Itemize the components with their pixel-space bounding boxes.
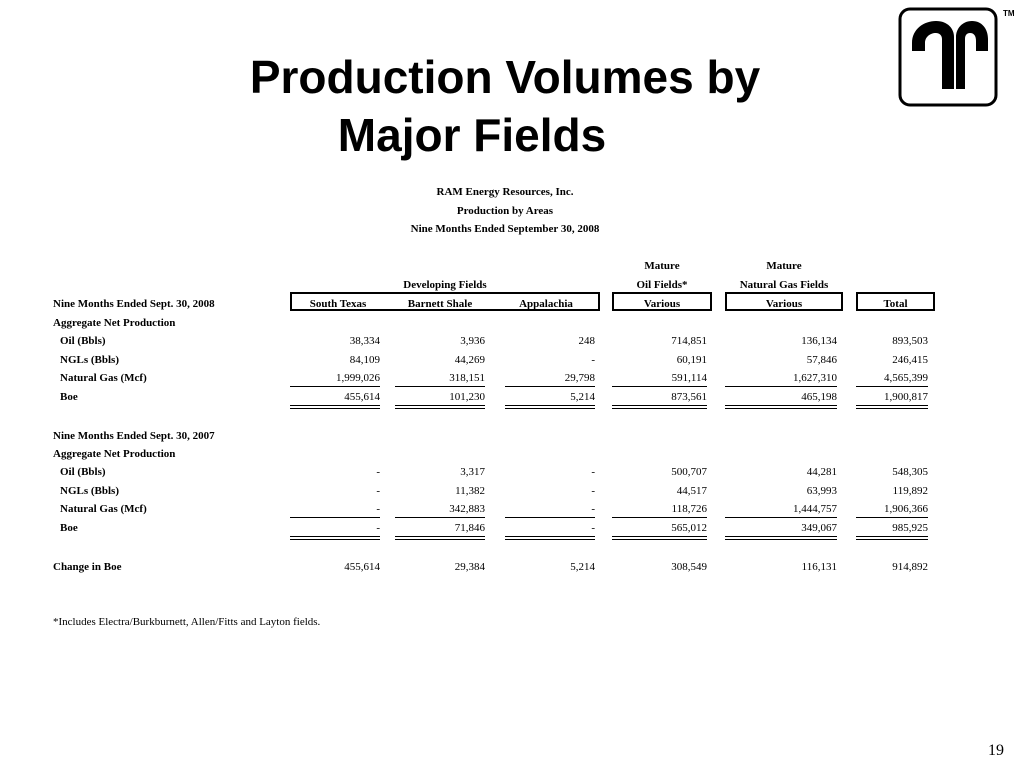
- table-cell: -: [376, 522, 380, 535]
- table-cell: -: [591, 522, 595, 535]
- change-row-label: Change in Boe: [53, 561, 122, 573]
- col-total: Total: [883, 298, 908, 310]
- row-label: Boe: [60, 391, 78, 404]
- trademark-mark: TM: [1003, 9, 1015, 18]
- table-cell: 119,892: [892, 484, 928, 497]
- table-cell: 44,269: [454, 353, 485, 366]
- section-2007-label: Aggregate Net Production: [53, 448, 176, 460]
- double-rule: [725, 405, 837, 409]
- row-label: Natural Gas (Mcf): [60, 503, 147, 516]
- table-cell: 349,067: [801, 522, 837, 535]
- table-cell: -: [376, 484, 380, 497]
- table-cell: 57,846: [806, 353, 837, 366]
- title-line-2: Major Fields: [337, 109, 607, 161]
- report-company: RAM Energy Resources, Inc.: [436, 186, 574, 198]
- single-rule: [612, 386, 707, 387]
- table-cell: -: [591, 466, 595, 478]
- table-cell: 914,892: [892, 561, 928, 573]
- col-appalachia: Appalachia: [519, 298, 573, 310]
- table-cell: 11,382: [455, 484, 485, 497]
- row-label: NGLs (Bbls): [60, 484, 119, 497]
- table-cell: 1,999,026: [336, 372, 380, 385]
- single-rule: [725, 517, 837, 518]
- row-label: Natural Gas (Mcf): [60, 372, 147, 385]
- table-cell: 1,444,757: [793, 503, 837, 516]
- developing-fields-heading: Developing Fields: [403, 279, 487, 291]
- report-period: Nine Months Ended September 30, 2008: [410, 223, 600, 235]
- row-label: Oil (Bbls): [60, 335, 106, 347]
- table-cell: 500,707: [671, 466, 707, 478]
- table-cell: 44,517: [676, 484, 707, 497]
- table-cell: 71,846: [454, 522, 485, 535]
- company-logo-icon: [898, 7, 998, 107]
- mature-gas-heading-top: Mature: [766, 260, 802, 272]
- table-cell: 591,114: [671, 372, 707, 385]
- table-cell: -: [591, 353, 595, 366]
- double-rule: [395, 536, 485, 540]
- table-cell: -: [376, 503, 380, 516]
- footnote: *Includes Electra/Burkburnett, Allen/Fitts and Layton fields.: [53, 616, 321, 628]
- table-cell: 60,191: [676, 353, 707, 366]
- row-label: Boe: [60, 522, 78, 535]
- single-rule: [395, 386, 485, 387]
- header-row-label: Nine Months Ended Sept. 30, 2008: [53, 298, 215, 310]
- table-cell: 4,565,399: [884, 372, 928, 385]
- slide-title: [0, 48, 1010, 164]
- table-cell: 84,109: [349, 353, 380, 366]
- single-rule: [856, 517, 928, 518]
- table-cell: 44,281: [806, 466, 837, 478]
- mature-oil-heading-top: Mature: [644, 260, 680, 272]
- table-cell: 246,415: [892, 353, 928, 366]
- double-rule: [856, 536, 928, 540]
- table-cell: 38,334: [349, 335, 380, 347]
- double-rule: [505, 536, 595, 540]
- double-rule: [612, 536, 707, 540]
- table-cell: 118,726: [671, 503, 707, 516]
- double-rule: [725, 536, 837, 540]
- single-rule: [505, 517, 595, 518]
- row-label: NGLs (Bbls): [60, 353, 119, 366]
- col-oil-various: Various: [643, 298, 681, 310]
- table-cell: 1,627,310: [793, 372, 837, 385]
- table-cell: -: [376, 466, 380, 478]
- table-cell: 101,230: [449, 391, 485, 404]
- table-cell: 248: [578, 335, 595, 347]
- single-rule: [505, 386, 595, 387]
- table-cell: -: [591, 503, 595, 516]
- single-rule: [395, 517, 485, 518]
- table-cell: 29,384: [454, 561, 485, 573]
- mature-oil-heading-bottom: Oil Fields*: [636, 279, 688, 291]
- table-cell: 1,906,366: [884, 503, 928, 516]
- table-cell: 5,214: [570, 391, 595, 404]
- mature-gas-heading-bottom: Natural Gas Fields: [739, 279, 829, 291]
- double-rule: [395, 405, 485, 409]
- double-rule: [505, 405, 595, 409]
- double-rule: [856, 405, 928, 409]
- table-cell: 1,900,817: [884, 391, 928, 404]
- table-cell: 318,151: [449, 372, 485, 385]
- section-2008-label: Aggregate Net Production: [53, 317, 176, 329]
- table-cell: 873,561: [671, 391, 707, 404]
- table-cell: 455,614: [344, 391, 380, 404]
- table-cell: 136,134: [801, 335, 837, 347]
- double-rule: [612, 405, 707, 409]
- col-gas-various: Various: [765, 298, 803, 310]
- section-2007-header: Nine Months Ended Sept. 30, 2007: [53, 430, 215, 442]
- table-cell: 3,317: [460, 466, 485, 478]
- table-cell: 985,925: [892, 522, 928, 535]
- double-rule: [290, 405, 380, 409]
- single-rule: [290, 517, 380, 518]
- table-cell: 5,214: [570, 561, 595, 573]
- table-cell: 116,131: [801, 561, 837, 573]
- single-rule: [290, 386, 380, 387]
- double-rule: [290, 536, 380, 540]
- row-label: Oil (Bbls): [60, 466, 106, 478]
- table-cell: -: [591, 484, 595, 497]
- table-cell: 3,936: [460, 335, 485, 347]
- page-number: 19: [988, 742, 1004, 759]
- single-rule: [612, 517, 707, 518]
- title-line-1: Production Volumes by: [249, 51, 761, 103]
- col-barnett-shale: Barnett Shale: [407, 298, 473, 310]
- table-cell: 565,012: [671, 522, 707, 535]
- table-cell: 63,993: [806, 484, 837, 497]
- single-rule: [856, 386, 928, 387]
- table-cell: 548,305: [892, 466, 928, 478]
- table-cell: 714,851: [671, 335, 707, 347]
- table-cell: 308,549: [671, 561, 707, 573]
- table-cell: 465,198: [801, 391, 837, 404]
- table-cell: 893,503: [892, 335, 928, 347]
- single-rule: [725, 386, 837, 387]
- table-cell: 455,614: [344, 561, 380, 573]
- table-cell: 29,798: [564, 372, 595, 385]
- table-cell: 342,883: [449, 503, 485, 516]
- col-south-texas: South Texas: [309, 298, 367, 310]
- report-subtitle: Production by Areas: [456, 205, 554, 217]
